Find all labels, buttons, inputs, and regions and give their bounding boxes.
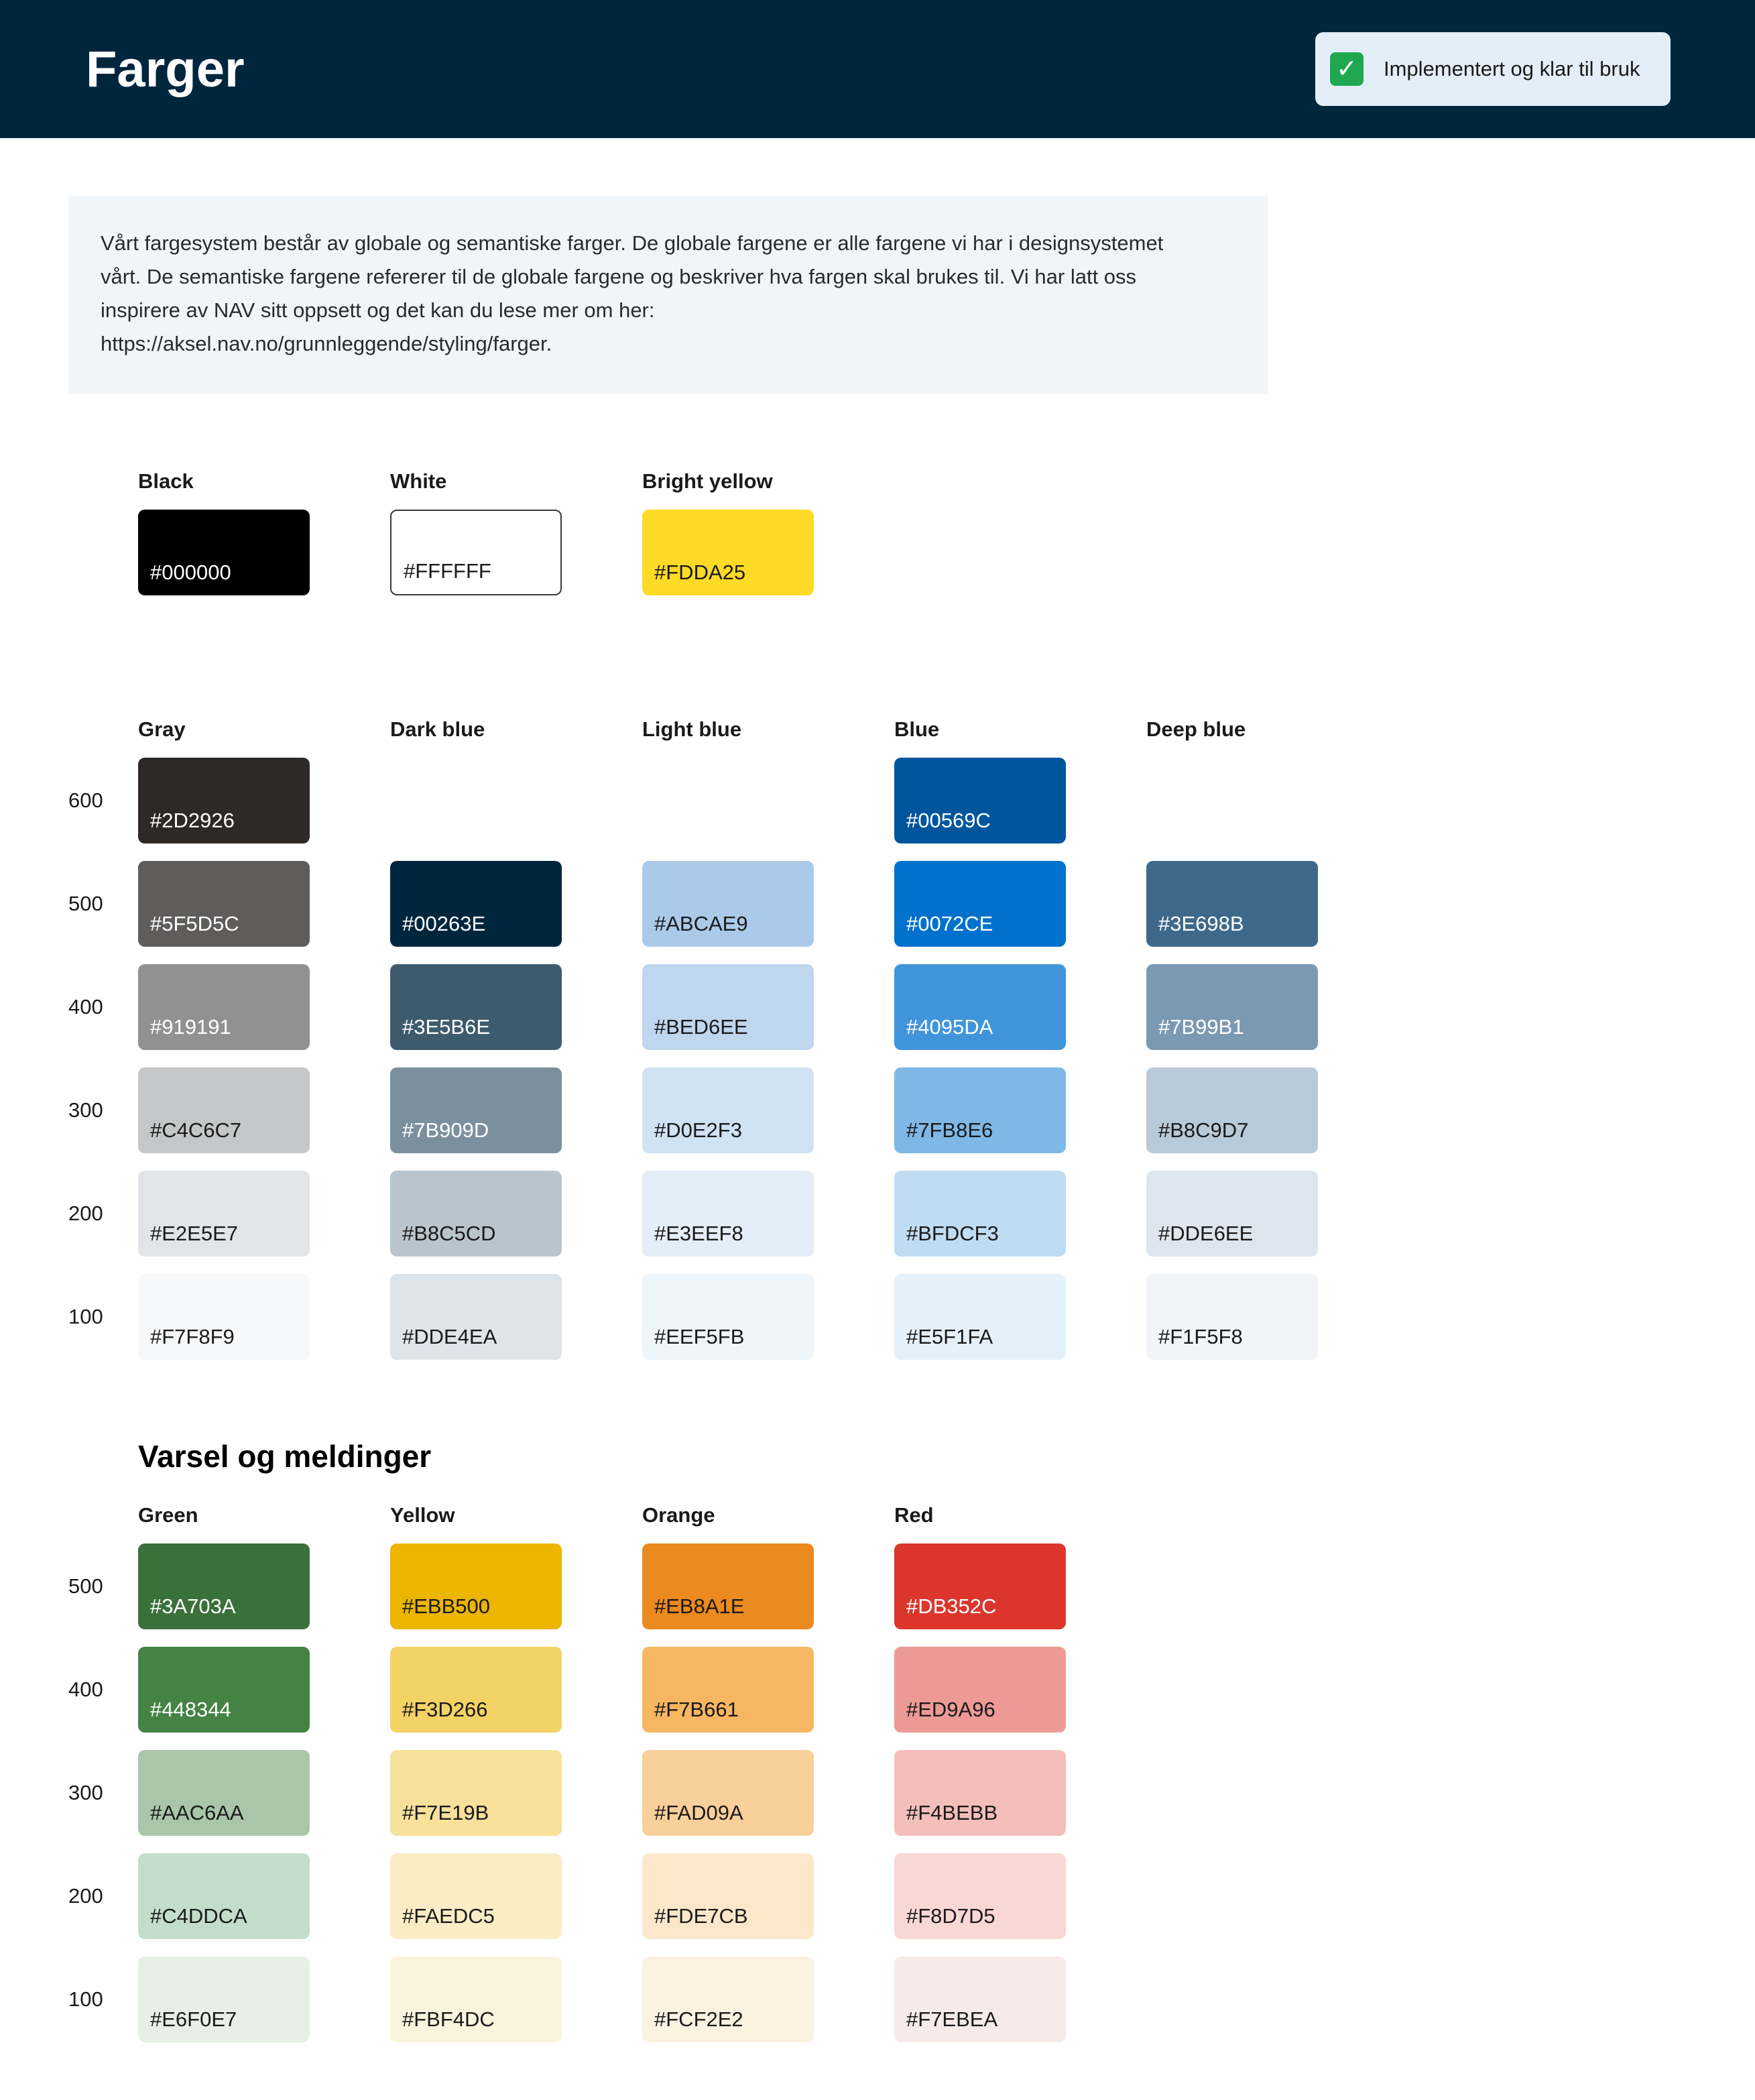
status-badge: [1315, 32, 1671, 106]
swatch-hex-label: #DDE6EE: [1158, 1222, 1254, 1245]
swatch-hex-label: #B8C5CD: [402, 1222, 496, 1245]
color-swatch: [642, 861, 814, 947]
swatch-hex-label: #448344: [150, 1698, 231, 1721]
color-swatch: [894, 1647, 1066, 1733]
swatch-hex-label: #EEF5FB: [654, 1325, 745, 1348]
intro-box: [68, 196, 1268, 394]
swatch-hex-label: #F7B661: [654, 1698, 739, 1721]
swatch-hex-label: #E6F0E7: [150, 2007, 237, 2031]
color-swatch: [138, 758, 310, 843]
color-swatch: [138, 1750, 310, 1836]
color-swatch: [1146, 1274, 1318, 1360]
color-swatch: [894, 1957, 1066, 2042]
color-name-label: Red: [894, 1503, 934, 1527]
swatch-hex-label: #EB8A1E: [654, 1594, 745, 1618]
scale-row-label: 300: [68, 1781, 103, 1804]
color-swatch: [642, 1543, 814, 1629]
intro-text: Vårt fargesystem består av globale og semantiske farger. De globale fargene er alle fargene vi har i designsystemet vårt. De semantiske fargene refererer til de globale fargene og beskriver hva fargen skal brukes til. Vi har latt oss inspirere av NAV sitt oppsett og det kan du lese mer om her: https://aksel.nav.no/grunnleggende/styling/farger.: [101, 231, 1164, 355]
swatch-hex-label: #00263E: [402, 912, 486, 935]
swatch-hex-label: #3E698B: [1158, 912, 1244, 935]
swatch-hex-label: #7B909D: [402, 1118, 489, 1142]
swatch-hex-label: #F3D266: [402, 1698, 488, 1721]
swatch-hex-label: #B8C9D7: [1158, 1118, 1249, 1142]
color-name-label: Black: [138, 469, 194, 493]
color-swatch: [390, 1750, 562, 1836]
swatch-hex-label: #7B99B1: [1158, 1015, 1244, 1039]
color-swatch: [138, 1957, 310, 2042]
swatch-hex-label: #3E5B6E: [402, 1015, 490, 1039]
color-name-label: Dark blue: [390, 717, 485, 741]
scale-row-label: 100: [68, 1305, 103, 1328]
swatch-hex-label: #7FB8E6: [906, 1118, 993, 1142]
color-name-label: Light blue: [642, 717, 742, 741]
color-swatch: [138, 1647, 310, 1733]
swatch-hex-label: #AAC6AA: [150, 1801, 244, 1824]
swatch-hex-label: #C4C6C7: [150, 1118, 242, 1142]
swatch-hex-label: #BED6EE: [654, 1015, 748, 1039]
swatch-hex-label: #3A703A: [150, 1594, 236, 1618]
status-text: Implementert og klar til bruk: [1384, 57, 1640, 80]
swatch-hex-label: #DB352C: [906, 1594, 997, 1618]
swatch-hex-label: #E2E5E7: [150, 1222, 238, 1245]
color-swatch: [894, 1543, 1066, 1629]
swatch-hex-label: #FAD09A: [654, 1801, 743, 1824]
color-swatch: [138, 964, 310, 1050]
color-swatch: [894, 861, 1066, 947]
scale-row-label: 400: [68, 1678, 103, 1701]
swatch-hex-label: #2D2926: [150, 809, 235, 832]
swatch-hex-label: #D0E2F3: [654, 1118, 742, 1142]
color-swatch: [390, 1274, 562, 1360]
color-swatch: [390, 964, 562, 1050]
color-swatch: [138, 1067, 310, 1153]
color-swatch: [894, 1274, 1066, 1360]
scale-row-label: 300: [68, 1098, 103, 1122]
swatch-hex-label: #F7F8F9: [150, 1325, 235, 1348]
color-name-label: Orange: [642, 1503, 715, 1527]
color-swatch: [138, 1853, 310, 1939]
color-swatch: [390, 1647, 562, 1733]
scale-row-label: 400: [68, 995, 103, 1018]
swatch-hex-label: #FAEDC5: [402, 1904, 495, 1928]
color-name-label: Gray: [138, 717, 186, 741]
color-swatch: [390, 510, 562, 595]
swatch-hex-label: #5F5D5C: [150, 912, 239, 935]
alerts-section-title: Varsel og meldinger: [138, 1439, 432, 1474]
color-swatch: [894, 1750, 1066, 1836]
swatch-hex-label: #FDE7CB: [654, 1904, 748, 1928]
color-swatch: [1146, 964, 1318, 1050]
color-name-label: White: [390, 469, 447, 493]
swatch-hex-label: #000000: [150, 561, 231, 584]
scale-row-label: 100: [68, 1987, 103, 2011]
color-swatch: [894, 1853, 1066, 1939]
color-swatch: [390, 861, 562, 947]
page-header: [0, 0, 1755, 138]
swatch-hex-label: #FCF2E2: [654, 2007, 743, 2031]
color-swatch: [138, 1543, 310, 1629]
color-swatch: [1146, 1067, 1318, 1153]
color-swatch: [390, 1853, 562, 1939]
color-swatch: [1146, 1171, 1318, 1257]
swatch-hex-label: #E5F1FA: [906, 1325, 993, 1348]
color-swatch: [894, 758, 1066, 843]
swatch-hex-label: #FFFFFF: [404, 559, 491, 583]
swatch-hex-label: #F7EBEA: [906, 2007, 998, 2031]
color-swatch: [642, 964, 814, 1050]
page-title: Farger: [86, 41, 245, 98]
scale-row-label: 500: [68, 892, 103, 915]
swatch-hex-label: #BFDCF3: [906, 1222, 999, 1245]
check-mark-icon: ✓: [1330, 52, 1364, 86]
color-swatch: [642, 1171, 814, 1257]
color-swatch: [642, 1853, 814, 1939]
color-swatch: [390, 1543, 562, 1629]
color-swatch: [894, 964, 1066, 1050]
color-swatch: [894, 1067, 1066, 1153]
scale-row-label: 500: [68, 1574, 103, 1598]
swatch-hex-label: #ABCAE9: [654, 912, 748, 935]
color-swatch: [894, 1171, 1066, 1257]
scale-row-label: 200: [68, 1884, 103, 1908]
swatch-hex-label: #919191: [150, 1015, 231, 1039]
color-swatch: [642, 510, 814, 595]
color-name-label: Yellow: [390, 1503, 455, 1527]
color-swatch: [390, 1171, 562, 1257]
scale-row-label: 200: [68, 1202, 103, 1225]
swatch-hex-label: #4095DA: [906, 1015, 993, 1039]
swatch-hex-label: #00569C: [906, 809, 991, 832]
swatch-hex-label: #EBB500: [402, 1594, 490, 1618]
color-swatch: [1146, 861, 1318, 947]
color-swatch: [138, 510, 310, 595]
color-swatch: [642, 1067, 814, 1153]
swatch-hex-label: #FBF4DC: [402, 2007, 495, 2031]
swatch-hex-label: #F1F5F8: [1158, 1325, 1243, 1348]
swatch-hex-label: #F4BEBB: [906, 1801, 998, 1824]
swatch-hex-label: #FDDA25: [654, 561, 746, 584]
color-name-label: Deep blue: [1146, 717, 1246, 741]
color-swatch: [390, 1067, 562, 1153]
swatch-hex-label: #F8D7D5: [906, 1904, 995, 1928]
scale-row-label: 600: [68, 789, 103, 812]
swatch-hex-label: #E3EEF8: [654, 1222, 743, 1245]
color-swatch: [390, 1957, 562, 2042]
color-swatch: [138, 1274, 310, 1360]
color-name-label: Bright yellow: [642, 469, 773, 493]
color-swatch: [642, 1750, 814, 1836]
color-swatch: [138, 1171, 310, 1257]
color-name-label: Blue: [894, 717, 940, 741]
color-swatch: [642, 1647, 814, 1733]
swatch-hex-label: #C4DDCA: [150, 1904, 247, 1928]
swatch-hex-label: #ED9A96: [906, 1698, 995, 1721]
color-name-label: Green: [138, 1503, 198, 1527]
color-swatch: [138, 861, 310, 947]
swatch-hex-label: #F7E19B: [402, 1801, 489, 1824]
color-swatch: [642, 1957, 814, 2042]
swatch-hex-label: #DDE4EA: [402, 1325, 497, 1348]
swatch-hex-label: #0072CE: [906, 912, 993, 935]
color-swatch: [642, 1274, 814, 1360]
